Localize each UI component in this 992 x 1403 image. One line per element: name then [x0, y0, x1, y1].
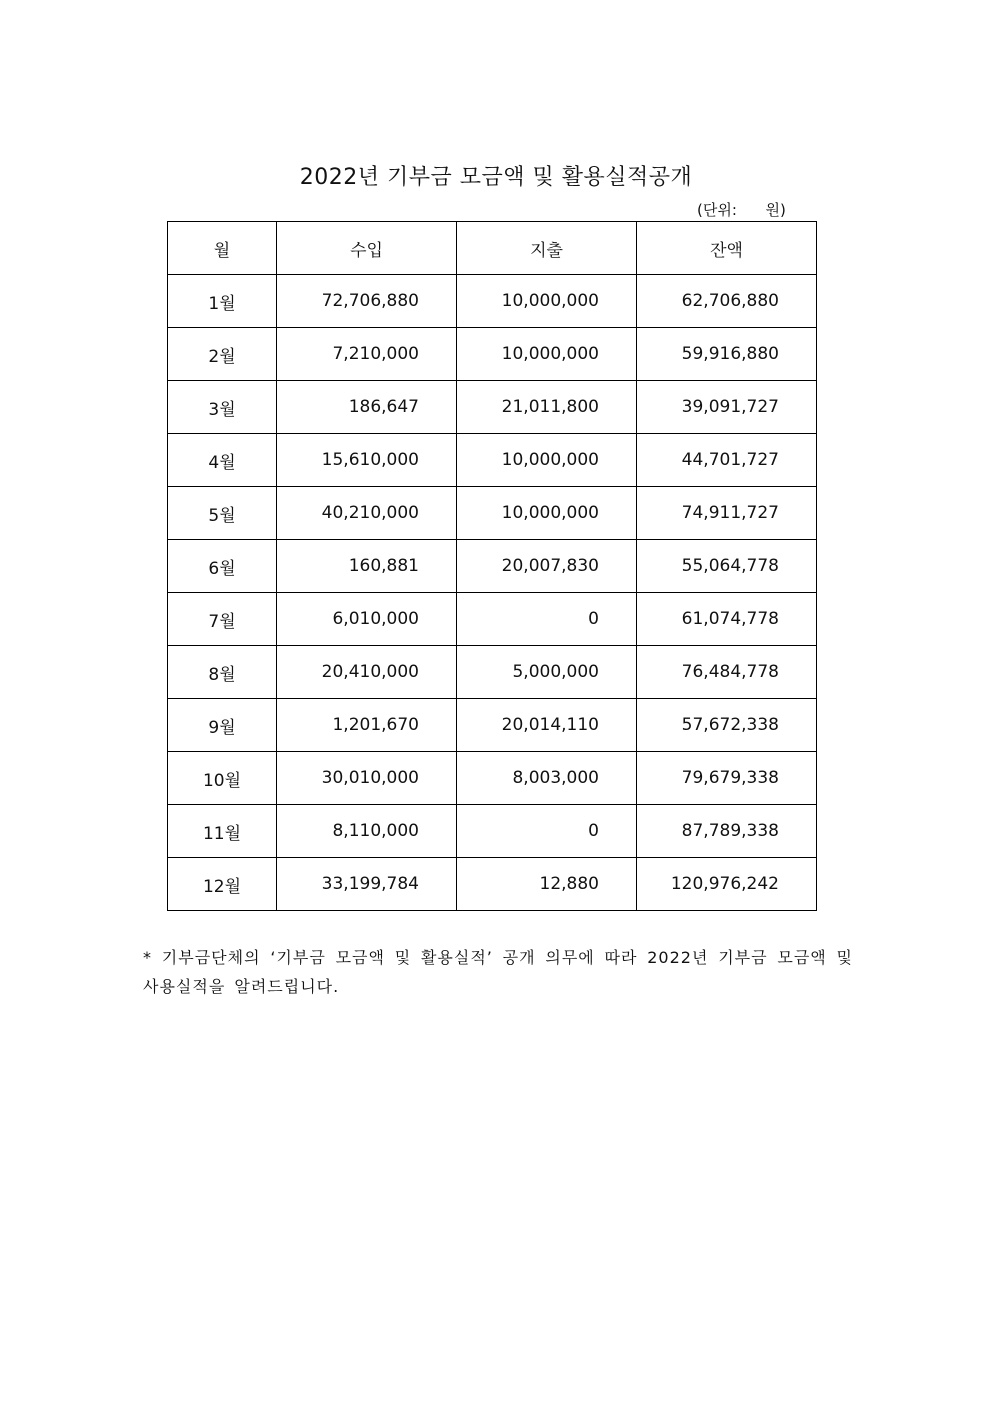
expense-cell: 10,000,000 [457, 434, 637, 487]
table-row [168, 699, 817, 752]
month-cell: 11월 [168, 805, 277, 858]
income-cell: 8,110,000 [277, 805, 457, 858]
month-cell: 7월 [168, 593, 277, 646]
balance-cell: 87,789,338 [637, 805, 817, 858]
unit-label: (단위: 원) [697, 201, 786, 219]
table-row [168, 752, 817, 805]
balance-cell: 39,091,727 [637, 381, 817, 434]
table-row [168, 487, 817, 540]
table-row [168, 805, 817, 858]
header-balance: 잔액 [637, 222, 817, 275]
income-cell: 33,199,784 [277, 858, 457, 911]
income-cell: 40,210,000 [277, 487, 457, 540]
balance-cell: 76,484,778 [637, 646, 817, 699]
table-row [168, 858, 817, 911]
header-income: 수입 [277, 222, 457, 275]
expense-cell: 10,000,000 [457, 487, 637, 540]
donation-table [167, 221, 817, 911]
month-cell: 6월 [168, 540, 277, 593]
month-cell: 1월 [168, 275, 277, 328]
expense-cell: 5,000,000 [457, 646, 637, 699]
income-cell: 7,210,000 [277, 328, 457, 381]
expense-cell: 8,003,000 [457, 752, 637, 805]
balance-cell: 79,679,338 [637, 752, 817, 805]
balance-cell: 62,706,880 [637, 275, 817, 328]
income-cell: 20,410,000 [277, 646, 457, 699]
month-cell: 9월 [168, 699, 277, 752]
document-title: 2022년 기부금 모금액 및 활용실적공개 [299, 165, 693, 190]
table-row [168, 540, 817, 593]
balance-cell: 59,916,880 [637, 328, 817, 381]
table-header-row [168, 222, 817, 275]
expense-cell: 20,014,110 [457, 699, 637, 752]
month-cell: 8월 [168, 646, 277, 699]
income-cell: 6,010,000 [277, 593, 457, 646]
month-cell: 4월 [168, 434, 277, 487]
balance-cell: 55,064,778 [637, 540, 817, 593]
income-cell: 1,201,670 [277, 699, 457, 752]
expense-cell: 12,880 [457, 858, 637, 911]
footnote: * 기부금단체의 ‘기부금 모금액 및 활용실적’ 공개 의무에 따라 2022년 기부금 모금액 및 사용실적을 알려드립니다. [143, 948, 853, 996]
income-cell: 186,647 [277, 381, 457, 434]
expense-cell: 21,011,800 [457, 381, 637, 434]
balance-cell: 57,672,338 [637, 699, 817, 752]
header-month: 월 [168, 222, 277, 275]
balance-cell: 120,976,242 [637, 858, 817, 911]
expense-cell: 10,000,000 [457, 328, 637, 381]
income-cell: 72,706,880 [277, 275, 457, 328]
month-cell: 3월 [168, 381, 277, 434]
table-row [168, 381, 817, 434]
expense-cell: 0 [457, 805, 637, 858]
month-cell: 2월 [168, 328, 277, 381]
income-cell: 30,010,000 [277, 752, 457, 805]
header-expense: 지출 [457, 222, 637, 275]
table-row [168, 434, 817, 487]
table-row [168, 328, 817, 381]
month-cell: 12월 [168, 858, 277, 911]
month-cell: 5월 [168, 487, 277, 540]
month-cell: 10월 [168, 752, 277, 805]
expense-cell: 0 [457, 593, 637, 646]
balance-cell: 74,911,727 [637, 487, 817, 540]
expense-cell: 20,007,830 [457, 540, 637, 593]
income-cell: 15,610,000 [277, 434, 457, 487]
balance-cell: 61,074,778 [637, 593, 817, 646]
income-cell: 160,881 [277, 540, 457, 593]
table-row [168, 646, 817, 699]
table-row [168, 593, 817, 646]
balance-cell: 44,701,727 [637, 434, 817, 487]
table-row [168, 275, 817, 328]
expense-cell: 10,000,000 [457, 275, 637, 328]
